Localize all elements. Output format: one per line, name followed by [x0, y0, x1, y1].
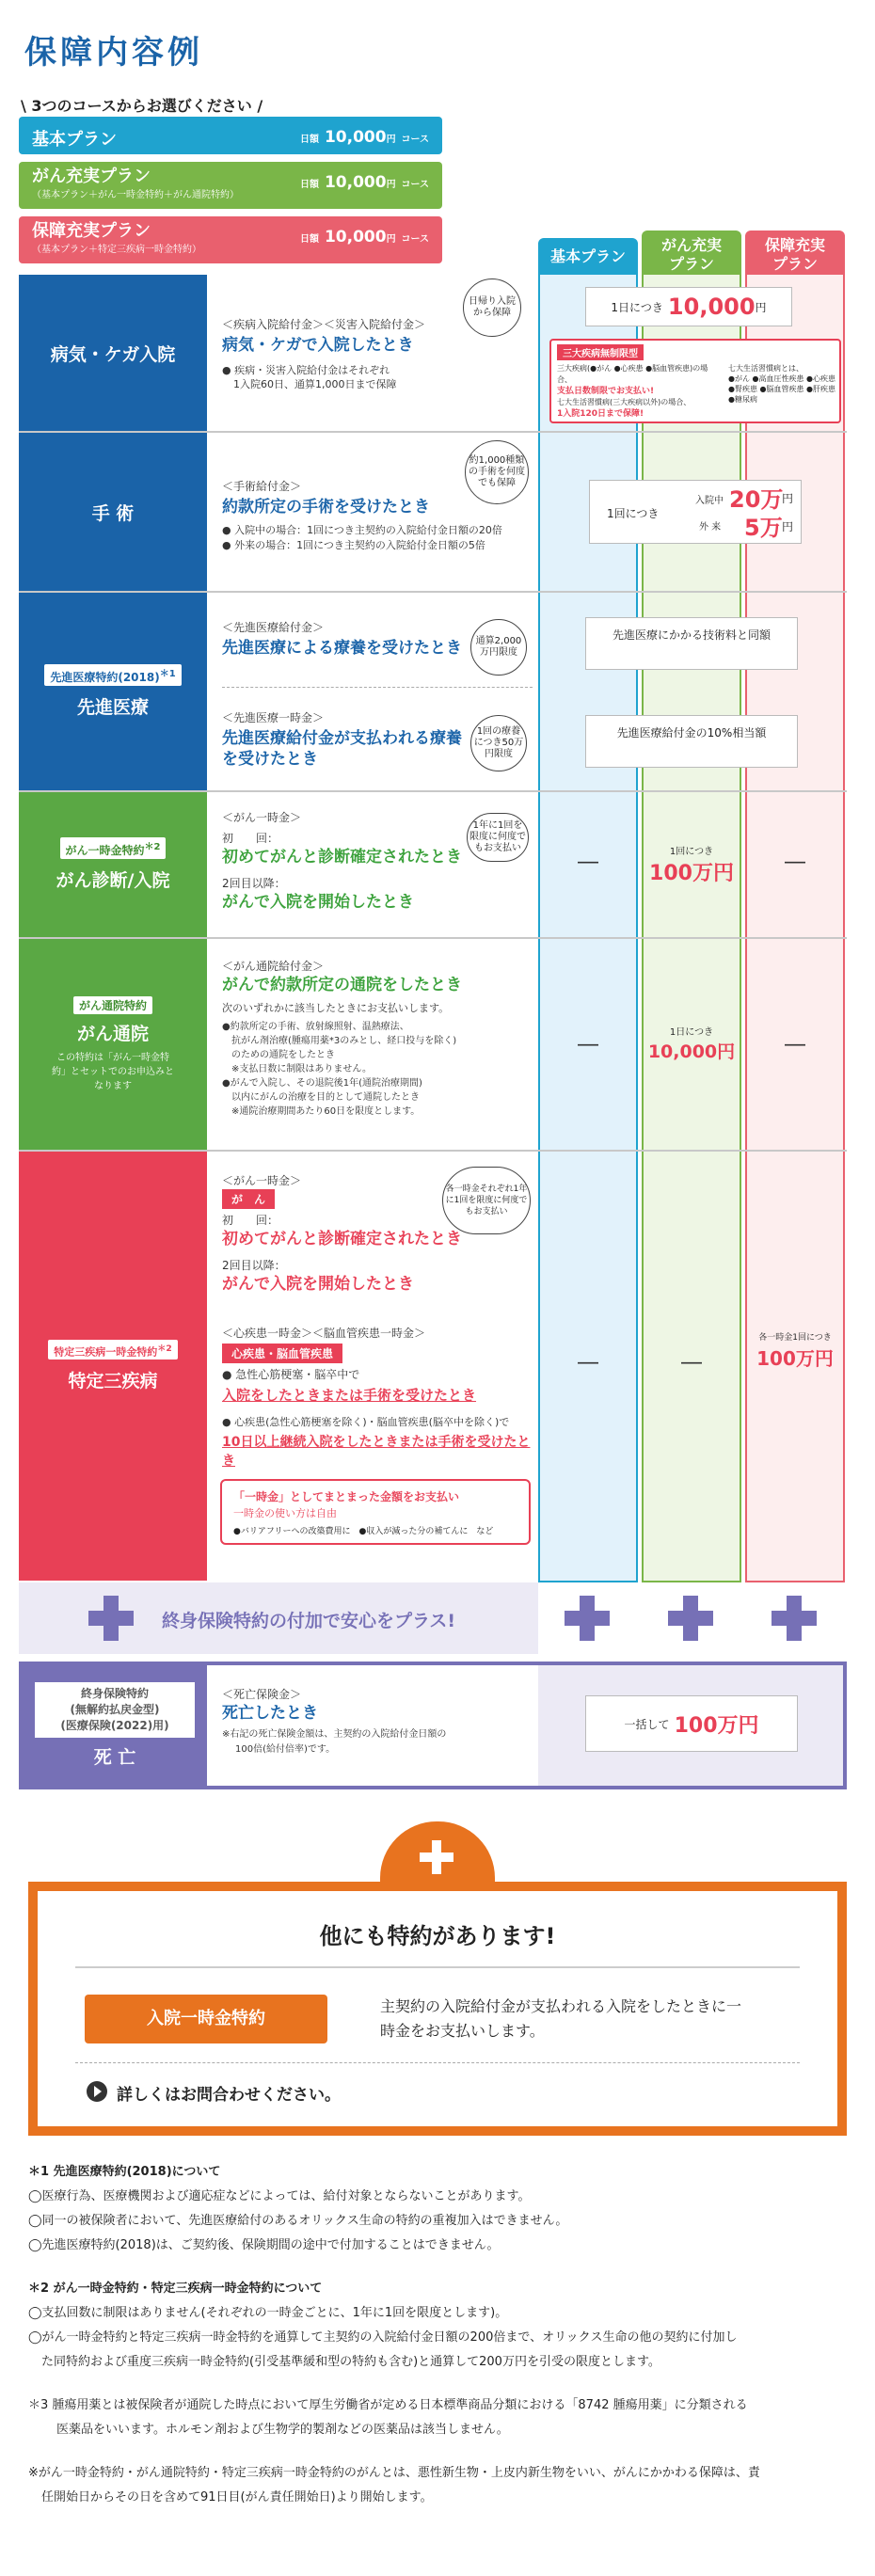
benefit-condition: 入院をしたときまたは手術を受けたとき — [222, 1387, 477, 1404]
benefit-note: ●約款所定の手術、放射線照射、温熱療法、 抗がん剤治療(腫瘍用薬*3のみとし、経口投与を除く) のための通院をしたとき ※支払日数に制限はありません。 ●がんで入院し、その退院後1年(通院治療期間) 以内にがんの治療を目的として通院したとき ※通院治療期間あたり60日を限度とします。 — [222, 1022, 457, 1117]
coverage-bubble: 通算2,000万円限度 — [470, 619, 527, 676]
row-advanced-content — [207, 593, 536, 790]
course-amount: 日額 10,000円 コース — [300, 228, 429, 246]
benefit-label: ＜がん通院給付金＞ — [222, 960, 325, 973]
advanced-box-2: 先進医療給付金の10%相当額 — [585, 715, 798, 768]
course-amount: 日額 10,000円 コース — [300, 128, 429, 147]
divider — [222, 687, 533, 688]
course-name: 保障充実プラン （基本プラン＋特定三疾病一時金特約） — [32, 221, 201, 255]
plan-header-basic: 基本プラン — [538, 238, 638, 276]
benefit-condition: がんで約款所定の通院をしたとき — [222, 976, 462, 994]
benefit-condition: 先進医療による療養を受けたとき — [222, 639, 462, 658]
coverage-bubble: 日帰り入院から保障 — [463, 278, 521, 337]
special-right-text: 七大生活習慣病とは、 ●がん ●高血圧性疾患 ●心疾患 ●腎疾患 ●脳血管疾患 ●肝疾患 ●糖尿病 — [728, 364, 836, 404]
divider — [75, 1966, 800, 1968]
row-advanced-name: 先進医療特約$(2018)^{*1}$ 先進医療 — [19, 593, 207, 790]
benefit-condition: がんで入院を開始したとき — [222, 893, 414, 912]
row-hospital-content — [207, 275, 536, 431]
three-amount: 各一時金1回につき 100万円 — [756, 1333, 834, 1370]
benefit-condition: 初めてがんと診断確定されたとき — [222, 848, 462, 867]
special-title: 三大疾病無制限型 — [557, 344, 644, 360]
choose-label: \ 3つのコースからお選びください / — [21, 97, 263, 115]
course-name: がん充実プラン （基本プラン＋がん一時金特約＋がん通院特約） — [32, 167, 239, 200]
coverage-bubble: 約1,000種類の手術を何度でも保障 — [465, 440, 529, 504]
divider — [75, 2062, 800, 2063]
benefit-condition: 死亡したとき — [222, 1704, 318, 1723]
row-cancer-dx-name: がん一時金特約$^{*2}$ がん診断/入院 — [19, 792, 207, 937]
course-name: 基本プラン — [32, 130, 117, 150]
benefit-note: ● 入院中の場合：1回につき主契約の入院給付金日額の20倍 — [222, 524, 502, 536]
row-cancer-dx-content: ＜がん一時金＞ 初 回： 初めてがんと診断確定されたとき 2回目以降： がんで入院を開始したとき 1年に1回を限度に何度でもお支払い — [207, 792, 536, 937]
row-three-name: 特定三疾病一時金特約$^{*2}$ 特定三疾病 — [19, 1152, 207, 1581]
plan-header-cancer: がん充実 プラン — [642, 231, 741, 276]
row-death-name: 終身保険特約 (無解約払戻金型) (医療保険(2022)用) 死 亡 — [23, 1665, 207, 1786]
benefit-note: ● 外来の場合：1回につき主契約の入院給付金日額の5倍 — [222, 539, 485, 551]
rider-description: 主契約の入院給付金が支払われる入院をしたときに一 時金をお支払いします。 — [380, 1997, 742, 2040]
plus-banner-text: 終身保険特約の付加で安心をプラス! — [162, 1611, 456, 1631]
lump-sum-box: 「一時金」としてまとまった金額をお支払い 一時金の使い方は自由 ●バリアフリーへの改築費用に ●収入が減った分の補てんに など — [220, 1479, 531, 1545]
other-riders-title: 他にも特約があります! — [319, 1923, 556, 1949]
row-cancer-out-name: がん通院特約 がん通院 この特約は「がん一時金特約」とセットでのお申込みとなります — [19, 939, 207, 1150]
benefit-condition: 約款所定の手術を受けたとき — [222, 498, 430, 517]
benefit-label: ＜心疾患一時金＞＜脳血管疾患一時金＞ — [222, 1327, 426, 1340]
benefit-condition: がんで入院を開始したとき — [222, 1275, 414, 1294]
row-cancer-out-content: ＜がん通院給付金＞ がんで約款所定の通院をしたとき 次のいずれかに該当したときにお支払いします。 ●約款所定の手術、放射線照射、温熱療法、 抗がん剤治療(腫瘍用薬*3のみとし、経口投与を除く) のための通院をしたとき ※支払日数に制限はありません。 ●がんで入院し、その退院後1年(通院治療期間) 以内にがんの治療を目的として通院したとき ※通院治療期間あたり60日を限度とします。 — [207, 939, 536, 1150]
other-riders-box — [28, 1882, 847, 2136]
plus-icon — [770, 1594, 819, 1643]
not-covered-mark: ― — [578, 851, 598, 874]
hospital-amount-box: 1日につき 10,000 円 — [585, 287, 792, 326]
column-basic — [538, 275, 638, 1582]
special-info-box — [549, 339, 841, 423]
plan-header-full: 保障充実 プラン — [745, 231, 845, 276]
benefit-label: ＜先進医療一時金＞ — [222, 711, 325, 724]
cancer-out-amount: 1日につき 10,000円 — [647, 1027, 736, 1062]
not-covered-mark: ― — [785, 1033, 805, 1057]
footnotes: ＊1 先進医療特約(2018)について ◯医療行為、医療機関および適応症などによっては、給付対象とならないことがあります。 ◯同一の被保険者において、先進医療給付のあるオリックス生命の特約の重複加入はできません。 ◯先進医療特約(2018)は、ご契約後、保険期間の途中で付加することはできません。 ＊2 がん一時金特約・特定三疾病一時金特約について ◯支払回数に制限はありません(それぞれの一時金ごとに、1年に1回を限度とします)。 ◯がん一時金特約と特定三疾病一時金特約を通算して主契約の入院給付金日額の200倍まで、オリックス生命の他の契約に付加し た同特約および重度三疾病一時金特約(引受基準緩和型の特約も含む)と通算して200万円を引受の限度とします。 ＊3 腫瘍用薬とは被保険者が通院した時点において厚生労働省が定める日本標準商品分類における「8742 腫瘍用薬」に分類される 医薬品をいいます。ホルモン剤および生物学的製剤などの医薬品は該当しません。 ※がん一時金特約・がん通院特約・特定三疾病一時金特約のがんとは、悪性新生物・上皮内新生物をいい、がんにかかわる保障は、責 任開始日からその日を含めて91日目(がん責任開始日)より開始します。 — [28, 2165, 760, 2504]
benefit-label: ＜がん一時金＞ — [222, 811, 302, 824]
page-title: 保障内容例 — [24, 34, 203, 72]
row-surgery-content — [207, 433, 536, 591]
benefit-label: ＜先進医療給付金＞ — [222, 621, 325, 634]
not-covered-mark: ― — [681, 1351, 702, 1375]
surgery-amount-box: 1回につき 入院中 20万 円 外 来 5万 円 — [589, 480, 802, 544]
benefit-label: ＜死亡保険金＞ — [222, 1688, 302, 1701]
column-cancer — [642, 275, 741, 1582]
plus-icon — [87, 1594, 135, 1643]
course-cancer — [19, 162, 442, 209]
benefit-condition: 10日以上継続入院をしたときまたは手術を受けたとき — [222, 1435, 531, 1469]
death-amount-box: 一括して 100万円 — [585, 1695, 798, 1752]
special-text: 三大疾病(●がん ●心疾患 ●脳血管疾患)の場合、 支払日数制限でお支払い! 七大生活習慣病(三大疾病以外)の場合、 1入院120日まで保障! — [557, 364, 708, 419]
benefit-label: ＜手術給付金＞ — [222, 480, 302, 493]
benefit-label: ＜疾病入院給付金＞＜災害入院給付金＞ — [222, 318, 426, 331]
benefit-condition: 初めてがんと診断確定されたとき — [222, 1230, 462, 1248]
cancer-dx-amount: 1回につき 100万円 — [649, 847, 734, 885]
category-tag: が ん — [222, 1189, 275, 1209]
category-tag: 心疾患・脳血管疾患 — [222, 1344, 342, 1363]
coverage-bubble: 各一時金それぞれ1年に1回を限度に何度でもお支払い — [442, 1167, 531, 1234]
advanced-box-1: 先進医療にかかる技術料と同額 — [585, 617, 798, 670]
contact-link[interactable]: 詳しくはお問合わせください。 — [117, 2086, 341, 2105]
row-hospital-name: 病気・ケガ入院 — [19, 275, 207, 431]
not-covered-mark: ― — [578, 1351, 598, 1375]
benefit-condition: 先進医療給付金が支払われる療養を受けたとき — [222, 729, 462, 769]
benefit-condition: 病気・ケガで入院したとき — [222, 336, 414, 355]
course-full — [19, 216, 442, 263]
benefit-note: 1入院60日、通算1,000日まで保障 — [233, 378, 397, 390]
course-amount: 日額 10,000円 コース — [300, 173, 429, 192]
not-covered-mark: ― — [578, 1033, 598, 1057]
course-basic — [19, 117, 442, 154]
coverage-bubble: 1回の療養につき50万円限度 — [470, 715, 527, 771]
plus-icon — [420, 1840, 453, 1874]
plus-icon — [666, 1594, 715, 1643]
benefit-label: ＜がん一時金＞ — [222, 1174, 302, 1187]
benefit-note: ● 疾病・災害入院給付金はそれぞれ — [222, 364, 390, 376]
arrow-right-icon[interactable] — [87, 2081, 107, 2102]
row-surgery-name: 手 術 — [19, 433, 207, 591]
not-covered-mark: ― — [785, 851, 805, 874]
column-full — [745, 275, 845, 1582]
row-three-content: ＜がん一時金＞ が ん 初 回： 初めてがんと診断確定されたとき 2回目以降： がんで入院を開始したとき 各一時金それぞれ1年に1回を限度に何度でもお支払い ＜心疾患一時金＞＜脳血管疾患一時金＞ 心疾患・脳血管疾患 ● 急性心筋梗塞・脳卒中で 入院をしたときまたは手術を受けたとき ● 心疾患(急性心筋梗塞を除く)・脳血管疾患(脳卒中を除く)で 10日以上継続入院をしたときまたは手術を受けたとき 「一時金」としてまとまった金額をお支払い 一時金の使い方は自由 ●バリアフリーへの改築費用に ●収入が減った分の補てんに など — [207, 1152, 536, 1581]
rider-button[interactable]: 入院一時金特約 — [85, 1995, 327, 2043]
plus-icon — [563, 1594, 612, 1643]
coverage-bubble: 1年に1回を限度に何度でもお支払い — [467, 813, 529, 862]
